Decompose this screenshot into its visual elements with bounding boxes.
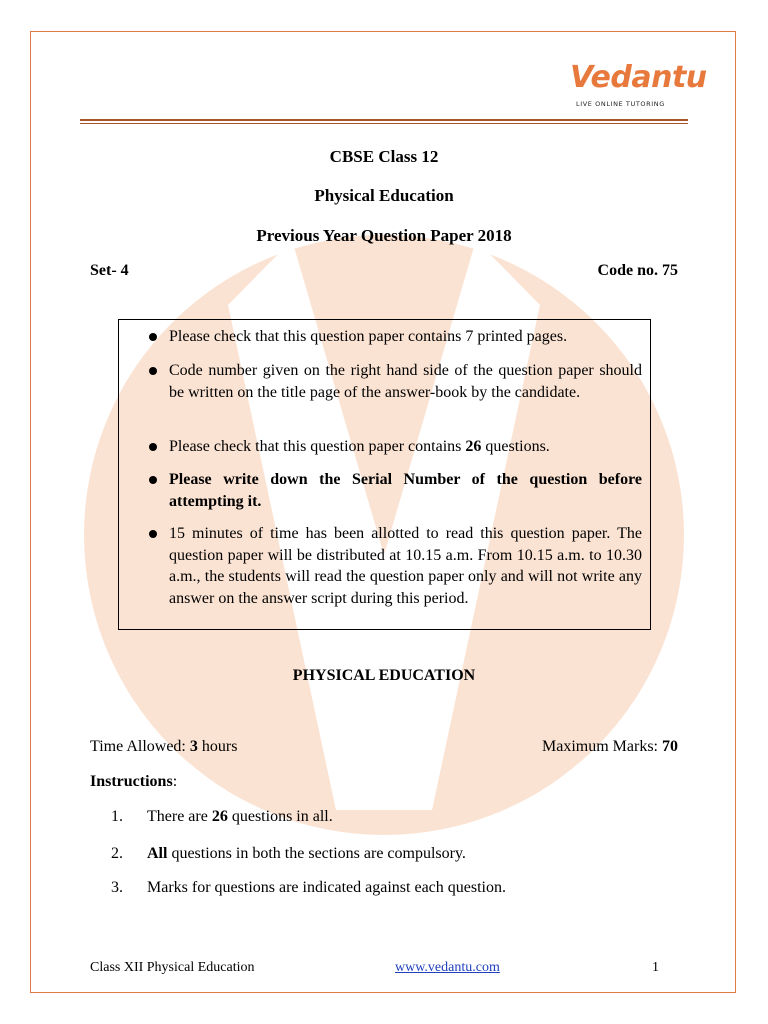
doc-title-paper: Previous Year Question Paper 2018 <box>256 226 512 245</box>
bullet-icon <box>149 367 157 375</box>
page-number: 1 <box>652 960 659 975</box>
instruction-number: 2. <box>111 845 123 862</box>
bullet-icon <box>149 443 157 451</box>
code-number: Code no. 75 <box>597 262 678 279</box>
logo-wordmark: Vedantu <box>570 60 707 95</box>
notice-item-pages: Please check that this question paper contains 7 printed pages. <box>169 328 568 345</box>
vedantu-logo <box>566 60 707 112</box>
maximum-marks: Maximum Marks: 70 <box>542 738 678 755</box>
set-number: Set- 4 <box>90 262 129 279</box>
bullet-icon <box>149 530 157 538</box>
notice-item-code: Code number given on the right hand side of the question paper should be written on the title page of the answer-book by the candidate. <box>169 362 642 401</box>
doc-title-class: CBSE Class 12 <box>329 147 439 166</box>
instruction-number: 3. <box>111 879 123 896</box>
logo-tagline: LIVE ONLINE TUTORING <box>576 100 665 108</box>
instructions-heading: Instructions: <box>90 773 178 790</box>
bullet-icon <box>149 476 157 484</box>
instruction-item: Marks for questions are indicated against each question. <box>147 879 506 896</box>
notice-item-questions: Please check that this question paper contains 26 questions. <box>169 438 550 455</box>
notice-item-serial: Please write down the Serial Number of the question before attempting it. <box>169 471 642 510</box>
notice-item-reading-time: 15 minutes of time has been allotted to read this question paper. The question paper will be distributed at 10.15 a.m. From 10.15 a.m. to 10.30 a.m., the students will read the question paper only and will not write any answer on the answer script during this period. <box>169 525 642 607</box>
time-allowed: Time Allowed: 3 hours <box>90 738 238 755</box>
instruction-item: There are 26 questions in all. <box>147 808 333 825</box>
footer-course-label: Class XII Physical Education <box>90 960 255 975</box>
instruction-item: All questions in both the sections are compulsory. <box>147 845 466 862</box>
bullet-icon <box>149 333 157 341</box>
section-heading: PHYSICAL EDUCATION <box>292 667 476 684</box>
footer-website-link[interactable]: www.vedantu.com <box>395 960 500 975</box>
doc-title-subject: Physical Education <box>314 186 454 205</box>
instruction-number: 1. <box>111 808 123 825</box>
header-rule-thin <box>80 123 688 124</box>
header-rule <box>80 119 688 121</box>
